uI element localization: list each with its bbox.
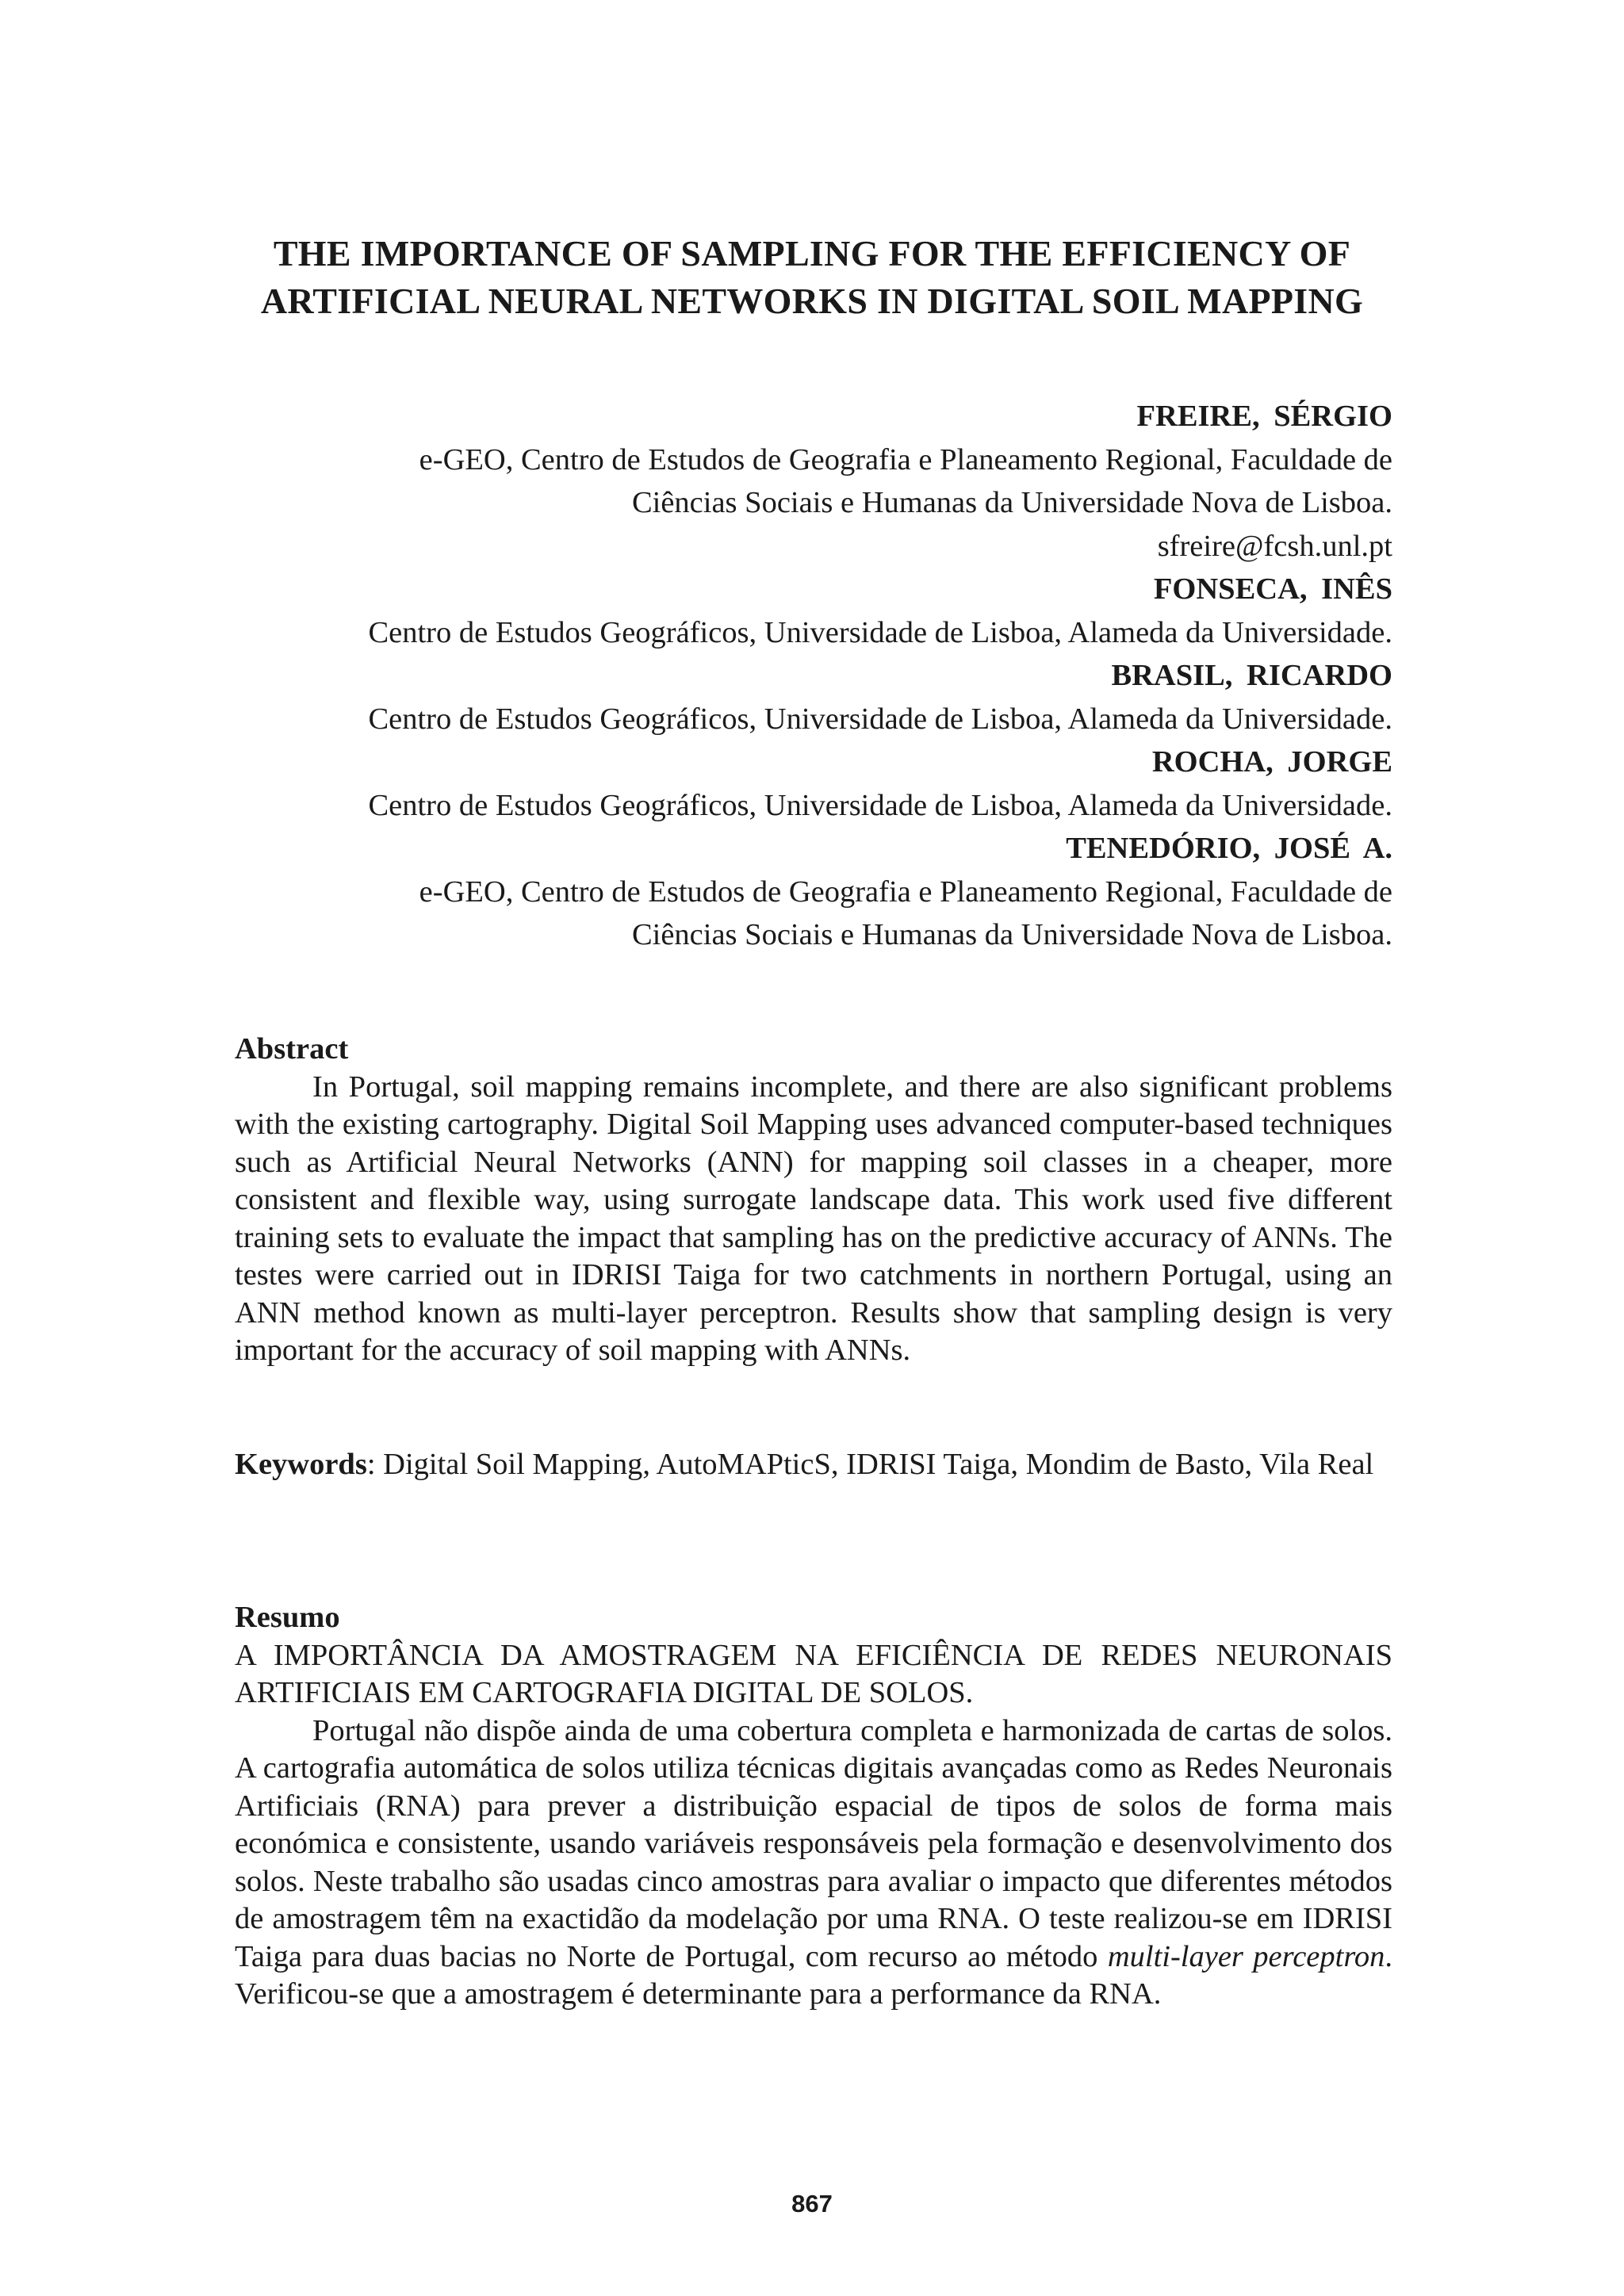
author-affiliation: e-GEO, Centro de Estudos de Geografia e Planeamento Regional, Faculdade de <box>419 442 1392 476</box>
keywords-separator: : <box>366 1448 384 1481</box>
abstract-section <box>235 1031 1392 1370</box>
page-number: 867 <box>791 2190 833 2218</box>
title-line-2: ARTIFICIAL NEURAL NETWORKS IN DIGITAL SOIL MAPPING <box>260 281 1364 321</box>
author-name: TENEDÓRIO, JOSÉ A. <box>1066 832 1392 865</box>
author-affiliation: Ciências Sociais e Humanas da Universidade Nova de Lisboa. <box>631 486 1392 519</box>
author-affiliation: Centro de Estudos Geográficos, Universidade de Lisboa, Alameda da Universidade. <box>368 702 1392 736</box>
resumo-text-italic: multi-layer perceptron <box>1107 1939 1385 1973</box>
author-list <box>235 395 1392 957</box>
resumo-text-part: . Verificou-se que a amostragem é determinante para a performance da RNA. <box>235 1939 1392 2011</box>
author-name: FREIRE, SÉRGIO <box>1136 400 1392 433</box>
paper-title <box>159 230 1465 325</box>
author-name: ROCHA, JORGE <box>1151 745 1392 779</box>
author-name: BRASIL, RICARDO <box>1111 659 1392 692</box>
resumo-text-part: Portugal não dispõe ainda de uma cobertura completa e harmonizada de cartas de solos. A cartografia automática de solos utiliza técnicas digitais avançadas como as Redes Neuronais Artificiais (RNA) para prever a distribuição espacial de tipos de solos de forma mais económica e consistente, usando variáveis responsáveis pela formação e desenvolvimento dos solos. Neste trabalho são usadas cinco amostras para avaliar o impacto que diferentes métodos de amostragem têm na exactidão da modelação por uma RNA. O teste realizou-se em IDRISI Taiga para duas bacias no Norte de Portugal, com recurso ao método <box>235 1713 1392 1973</box>
abstract-text: In Portugal, soil mapping remains incomplete, and there are also significant problems with the existing cartography. Digital Soil Mapping uses advanced computer-based techniques such as Artificial Neural Networks (ANN) for mapping soil classes in a cheaper, more consistent and flexible way, using surrogate landscape data. This work used five different training sets to evaluate the impact that sampling has on the predictive accuracy of ANNs. The testes were carried out in IDRISI Taiga for two catchments in northern Portugal, using an ANN method known as multi-layer perceptron. Results show that sampling design is very important for the accuracy of soil mapping with ANNs. <box>235 1070 1392 1367</box>
author-affiliation: Centro de Estudos Geográficos, Universidade de Lisboa, Alameda da Universidade. <box>368 788 1392 822</box>
abstract-heading: Abstract <box>235 1032 349 1066</box>
author-affiliation: Ciências Sociais e Humanas da Universidade Nova de Lisboa. <box>631 918 1392 951</box>
keywords-text: Digital Soil Mapping, AutoMAPticS, IDRISI Taiga, Mondim de Basto, Vila Real <box>383 1448 1374 1481</box>
title-line-1: THE IMPORTANCE OF SAMPLING FOR THE EFFICIENCY OF <box>273 233 1351 274</box>
resumo-text <box>235 1712 1392 2014</box>
resumo-heading: Resumo <box>235 1601 340 1634</box>
author-email: sfreire@fcsh.unl.pt <box>1157 529 1392 563</box>
keywords-paragraph <box>235 1446 1392 1484</box>
author-affiliation: Centro de Estudos Geográficos, Universidade de Lisboa, Alameda da Universidade. <box>368 615 1392 649</box>
author-name: FONSECA, INÊS <box>1153 572 1392 606</box>
resumo-title: A IMPORTÂNCIA DA AMOSTRAGEM NA EFICIÊNCIA DE REDES NEURONAIS ARTIFICIAIS EM CARTOGRAFIA DIGITAL DE SOLOS. <box>235 1638 1392 1709</box>
keywords-section <box>235 1446 1392 1484</box>
resumo-section <box>235 1599 1392 2014</box>
author-affiliation: e-GEO, Centro de Estudos de Geografia e Planeamento Regional, Faculdade de <box>419 874 1392 909</box>
keywords-label: Keywords <box>235 1448 367 1481</box>
